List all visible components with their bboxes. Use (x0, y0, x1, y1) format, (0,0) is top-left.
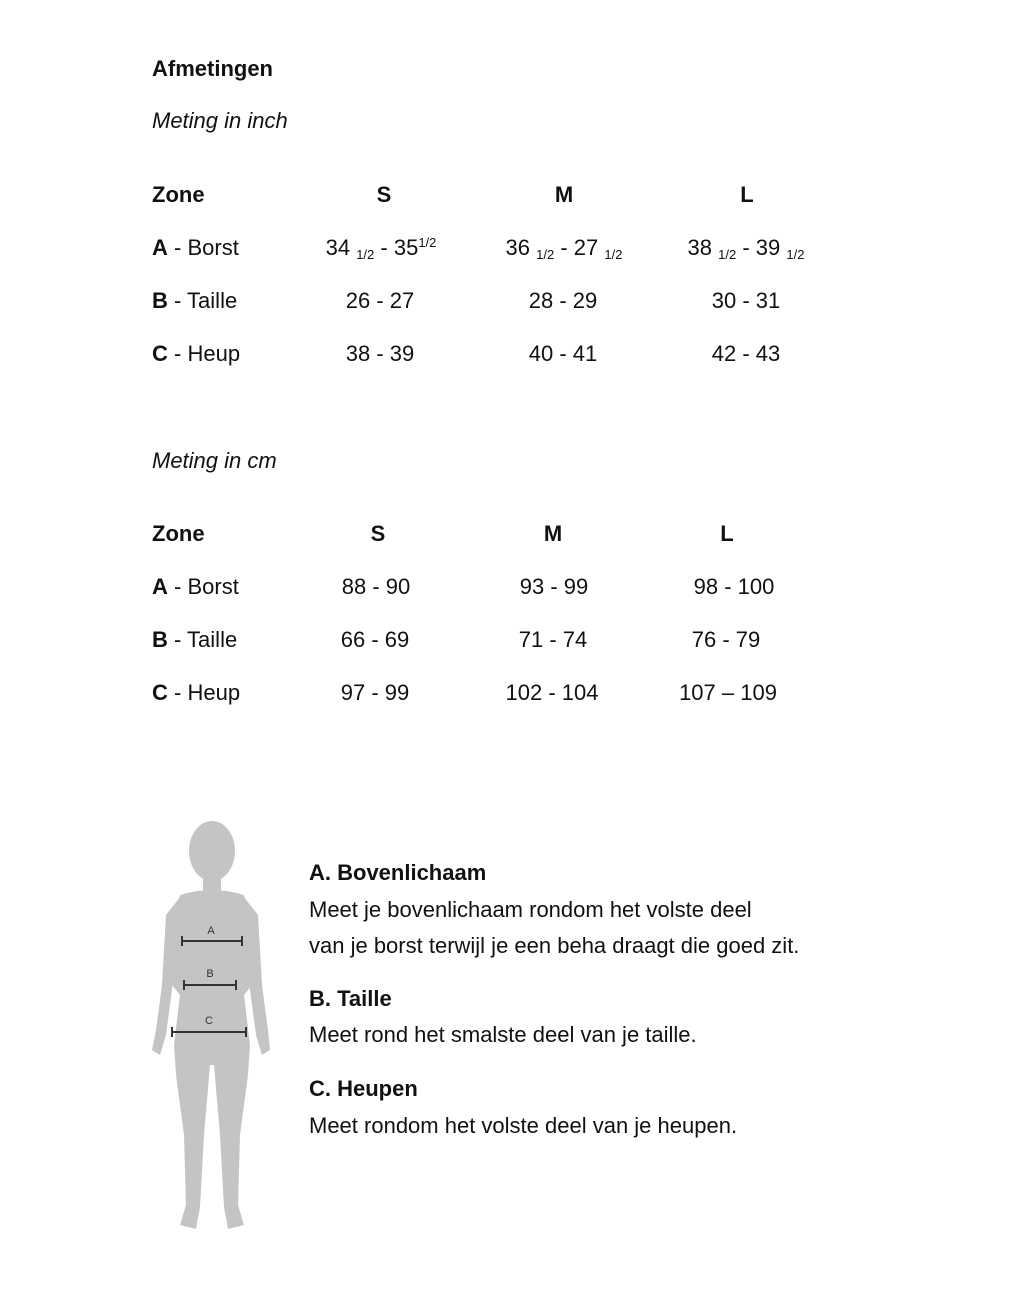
cm-header-zone: Zone (152, 521, 205, 546)
cm-row-b-l: 76 - 79 (691, 627, 761, 652)
zone-letter: B (152, 288, 168, 313)
cm-row-b-zone (152, 627, 237, 653)
section-a-heading: A. Bovenlichaam (309, 860, 487, 885)
zone-label: - Taille (174, 288, 238, 313)
body-measurement-figure (140, 815, 280, 1245)
inch-subtitle: Meting in inch (152, 108, 288, 133)
section-a-line-2: van je borst terwijl je een beha draagt die goed zit. (309, 933, 800, 958)
value-fraction: 1/2 (536, 247, 555, 262)
inch-header-l: L (740, 182, 754, 207)
section-b-line-1: Meet rond het smalste deel van je taille. (309, 1022, 697, 1047)
value-range: - 35 (380, 235, 419, 260)
value-fraction: 1/2 (604, 247, 623, 262)
value-whole: 36 (505, 235, 531, 260)
cm-row-c-zone (152, 680, 240, 706)
zone-letter: C (152, 680, 168, 705)
zone-letter: B (152, 627, 168, 652)
inch-row-c-m: 40 - 41 (528, 341, 598, 366)
page-title: Afmetingen (152, 56, 273, 81)
cm-row-c-m: 102 - 104 (505, 680, 599, 705)
cm-row-c-s: 97 - 99 (340, 680, 410, 705)
inch-row-b-m: 28 - 29 (528, 288, 598, 313)
cm-header-l: L (720, 521, 734, 546)
inch-row-c-s: 38 - 39 (345, 341, 415, 366)
figure-label-c: C (205, 1015, 213, 1027)
value-whole: 34 (325, 235, 351, 260)
section-a-line-1: Meet je bovenlichaam rondom het volste deel (309, 897, 752, 922)
zone-label: - Heup (174, 341, 241, 366)
value-range: - 39 (742, 235, 781, 260)
zone-label: - Heup (174, 680, 241, 705)
cm-row-b-m: 71 - 74 (518, 627, 588, 652)
inch-row-a-zone (152, 235, 239, 261)
section-b-heading: B. Taille (309, 986, 392, 1011)
cm-header-s: S (370, 521, 386, 546)
zone-label: - Taille (174, 627, 238, 652)
inch-row-c-zone (152, 341, 240, 367)
value-whole: 38 (687, 235, 713, 260)
zone-letter: C (152, 341, 168, 366)
value-fraction: 1/2 (718, 247, 737, 262)
value-range: - 27 (560, 235, 599, 260)
inch-row-a-m (506, 235, 623, 261)
cm-header-m: M (543, 521, 563, 546)
zone-label: - Borst (174, 574, 239, 599)
cm-row-b-s: 66 - 69 (340, 627, 410, 652)
cm-row-c-l: 107 – 109 (679, 680, 777, 705)
cm-row-a-l: 98 - 100 (693, 574, 775, 599)
inch-header-m: M (554, 182, 574, 207)
inch-row-b-zone (152, 288, 237, 314)
inch-row-b-s: 26 - 27 (345, 288, 415, 313)
zone-letter: A (152, 574, 168, 599)
cm-subtitle: Meting in cm (152, 448, 277, 473)
value-fraction: 1/2 (356, 247, 375, 262)
section-c-line-1: Meet rondom het volste deel van je heupen. (309, 1113, 738, 1138)
cm-row-a-zone (152, 574, 239, 600)
inch-header-s: S (376, 182, 392, 207)
inch-row-c-l: 42 - 43 (711, 341, 781, 366)
inch-header-zone: Zone (152, 182, 205, 207)
figure-label-a: A (207, 925, 215, 937)
inch-row-a-s (326, 235, 437, 261)
inch-row-b-l: 30 - 31 (711, 288, 781, 313)
inch-row-a-l (688, 235, 805, 261)
section-c-heading: C. Heupen (309, 1076, 418, 1101)
zone-letter: A (152, 235, 168, 260)
body-silhouette-icon (140, 815, 280, 1245)
value-fraction: 1/2 (418, 235, 437, 250)
figure-label-b: B (206, 968, 214, 980)
cm-row-a-m: 93 - 99 (519, 574, 589, 599)
zone-label: - Borst (174, 235, 239, 260)
value-fraction: 1/2 (786, 247, 805, 262)
cm-row-a-s: 88 - 90 (341, 574, 411, 599)
